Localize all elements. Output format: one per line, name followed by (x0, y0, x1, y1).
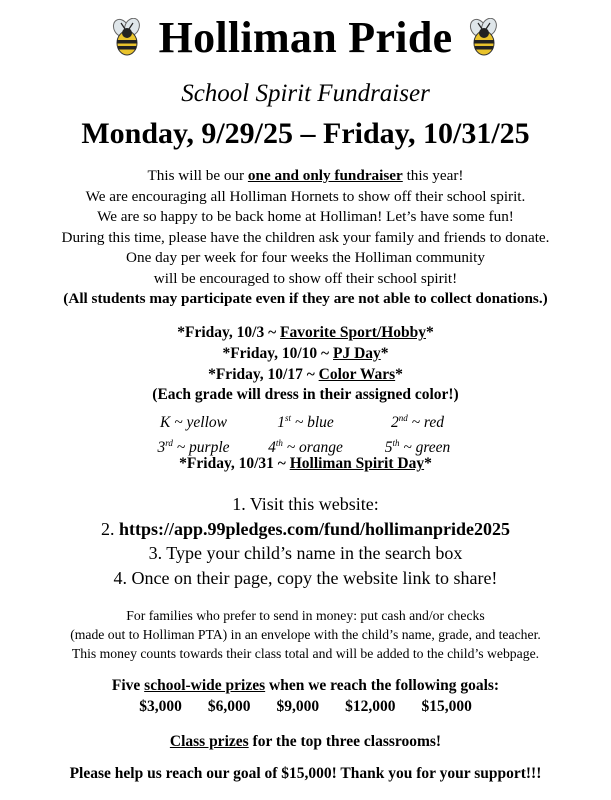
step-item: 1. Visit this website: (232, 494, 379, 514)
grade-colors-row (0, 408, 611, 433)
bee-icon (464, 18, 504, 58)
step-item: 2. https://app.99pledges.com/fund/hollimanpride2025 (100, 518, 511, 539)
cash-line: For families who prefer to send in money: put cash and/or checks (126, 608, 485, 623)
emphasis-text: one and only fundraiser (247, 167, 403, 184)
title-row (0, 8, 611, 68)
intro-note: (All students may participate even if they are not able to collect donations.) (63, 290, 548, 307)
spirit-days-list (0, 323, 611, 406)
class-prizes: Class prizes for the top three classrooms! (169, 733, 442, 750)
date-range: Monday, 9/29/25 – Friday, 10/31/25 (81, 117, 530, 150)
intro-line: During this time, please have the children ask your family and friends to donate. (61, 228, 550, 246)
bee-icon (107, 18, 147, 58)
grade-colors (0, 408, 611, 458)
prizes-heading: Five school-wide prizes when we reach the following goals: (111, 677, 500, 694)
event-note: (Each grade will dress in their assigned color!) (152, 386, 459, 404)
cash-instructions (0, 606, 611, 663)
subtitle: School Spirit Fundraiser (181, 80, 430, 107)
grade-color-item: 3rd ~ purple (157, 438, 230, 457)
goal-amount: $12,000 (345, 698, 396, 715)
intro-paragraph (0, 166, 611, 310)
cash-line: (made out to Holliman PTA) in an envelope with the child’s name, grade, and teacher. (70, 627, 541, 642)
intro-line: We are so happy to be back home at Holliman! Let’s have some fun! (97, 208, 514, 225)
event-item: *Friday, 10/3 ~ Favorite Sport/Hobby* (177, 324, 434, 341)
grade-color-item: K ~ yellow (160, 414, 227, 432)
goal-amount: $15,000 (421, 698, 472, 715)
closing-message: Please help us reach our goal of $15,000! Thank you for your support!!! (69, 765, 542, 782)
event-item: *Friday, 10/31 ~ Holliman Spirit Day* (179, 455, 432, 472)
goal-amount: $9,000 (276, 698, 320, 715)
intro-line: This will be our one and only fundraiser this year! (147, 167, 464, 184)
step-item: 3. Type your child’s name in the search box (148, 543, 463, 563)
intro-line: will be encouraged to show off their school spirit! (153, 269, 458, 287)
fundraiser-url[interactable]: https://app.99pledges.com/fund/hollimanpride2025 (118, 518, 511, 539)
grade-color-item: 5th ~ green (384, 438, 451, 457)
goal-amounts (0, 698, 611, 716)
grade-color-item: 1st ~ blue (277, 413, 334, 432)
goal-amount: $6,000 (207, 698, 251, 715)
goal-amount: $3,000 (139, 698, 182, 715)
page-title: Holliman Pride (158, 13, 453, 62)
grade-color-item: 4th ~ orange (268, 438, 343, 457)
cash-line: This money counts towards their class total and will be added to the child’s webpage. (71, 646, 540, 661)
intro-line: We are encouraging all Holliman Hornets to show off their school spirit. (85, 187, 526, 205)
event-item: *Friday, 10/10 ~ PJ Day* (222, 344, 389, 362)
grade-color-item: 2nd ~ red (391, 413, 444, 432)
step-item: 4. Once on their page, copy the website link to share! (113, 567, 498, 588)
donation-steps (0, 492, 611, 590)
intro-line: One day per week for four weeks the Holliman community (126, 249, 485, 266)
event-item: *Friday, 10/17 ~ Color Wars* (208, 365, 403, 383)
